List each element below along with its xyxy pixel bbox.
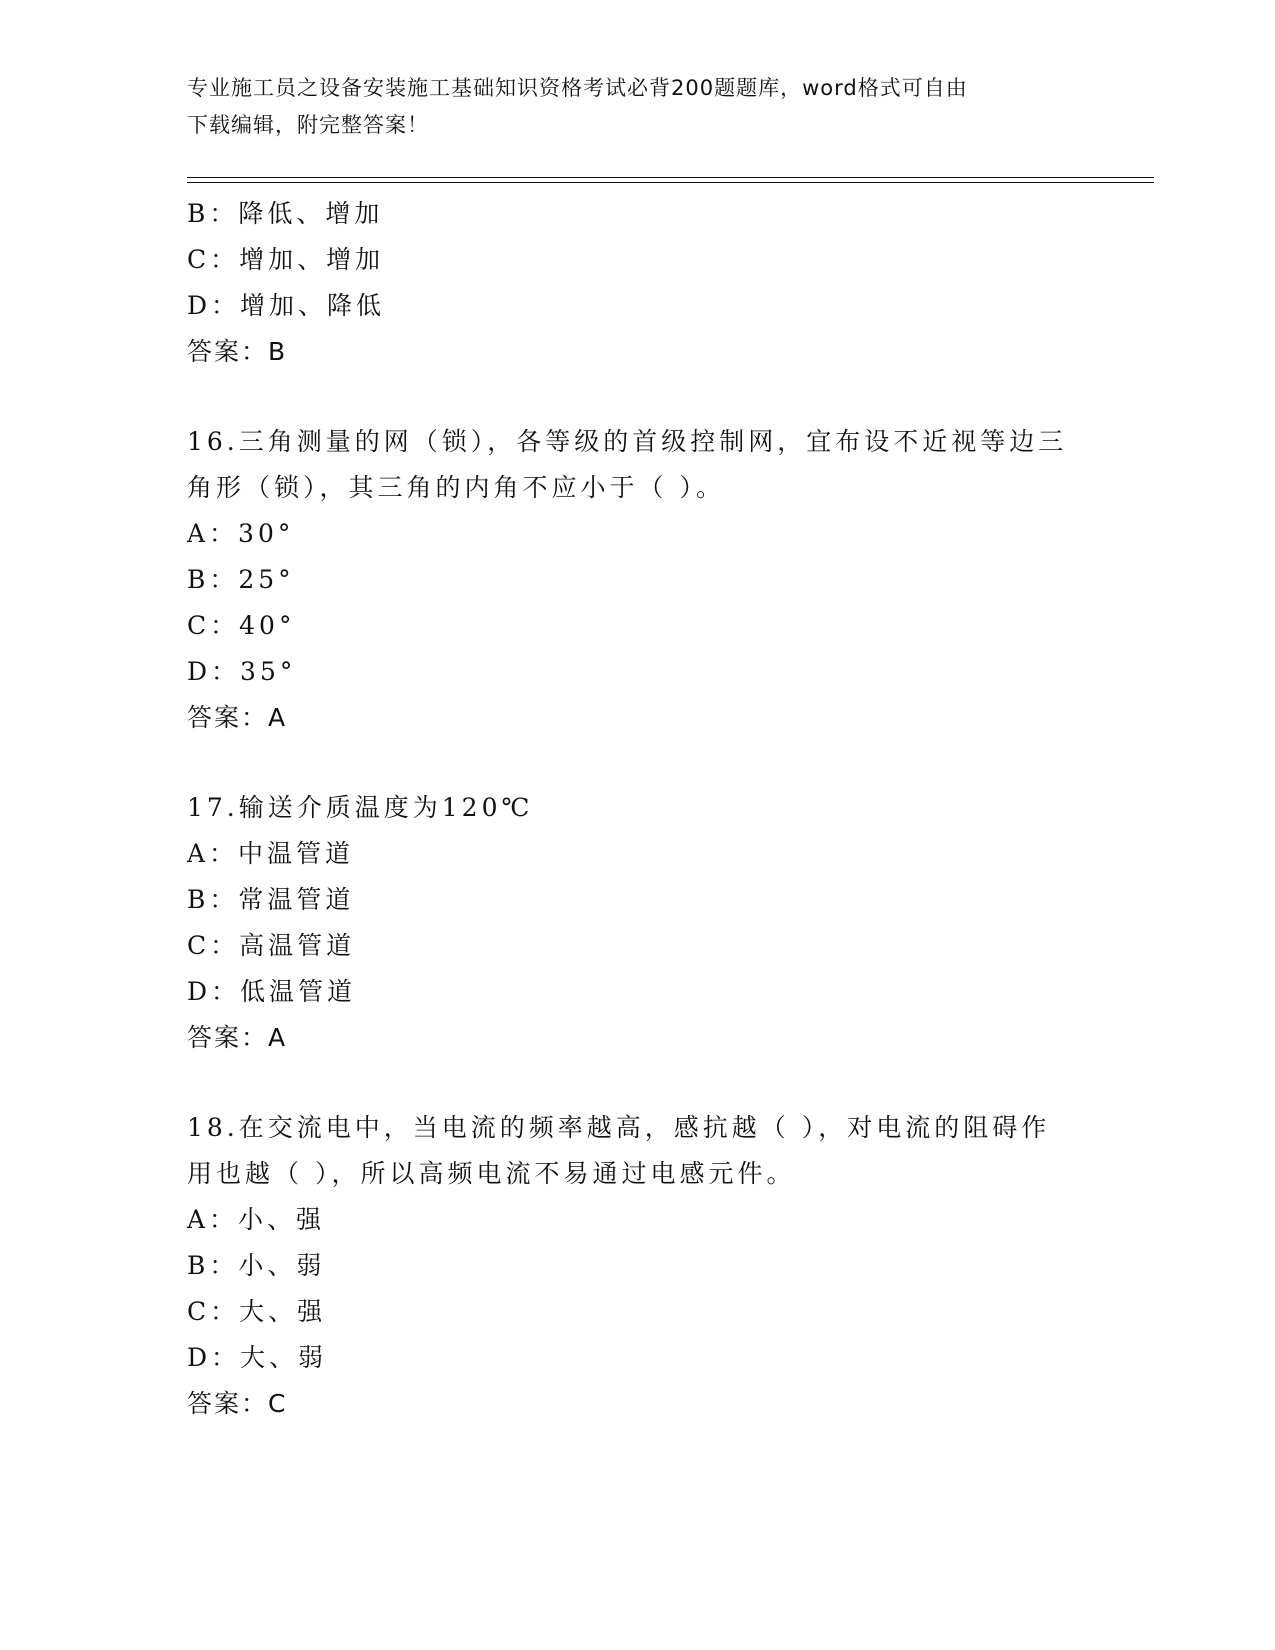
option-c: C：大、强 [187, 1297, 327, 1326]
option-a: A：30° [187, 519, 295, 548]
option-b: B：常温管道 [187, 885, 355, 914]
option-d: D：35° [187, 657, 297, 686]
question-16 [187, 419, 1087, 741]
question-17 [187, 785, 1087, 1061]
option-c: C：高温管道 [187, 931, 356, 960]
header-rule-top [187, 177, 1154, 178]
question-stem-line-1: 18.在交流电中，当电流的频率越高，感抗越（ ），对电流的阻碍作 [187, 1113, 1051, 1142]
option-c: C：增加、增加 [187, 245, 385, 274]
spacer [187, 1061, 1087, 1105]
option-d: D：增加、降低 [187, 291, 386, 320]
spacer [187, 375, 1087, 419]
question-18 [187, 1105, 1087, 1427]
answer: 答案：A [187, 703, 288, 732]
question-15 [187, 191, 1087, 375]
option-b: B：小、弱 [187, 1251, 326, 1280]
header-line-2: 下载编辑，附完整答案！ [187, 113, 429, 137]
question-stem-line-2: 角形（锁），其三角的内角不应小于（ ）。 [187, 473, 725, 502]
answer: 答案：B [187, 337, 288, 366]
header-rule-bottom [187, 182, 1154, 183]
question-stem-line-1: 17.输送介质温度为120℃ [187, 793, 534, 822]
option-d: D：低温管道 [187, 977, 357, 1006]
header-line-1: 专业施工员之设备安装施工基础知识资格考试必背200题题库，word格式可自由 [187, 76, 968, 100]
question-list [187, 191, 1087, 1427]
answer: 答案：C [187, 1389, 288, 1418]
option-b: B：25° [187, 565, 295, 594]
question-stem-line-2: 用也越（ ），所以高频电流不易通过电感元件。 [187, 1159, 796, 1188]
option-a: A：中温管道 [187, 839, 355, 868]
option-c: C：40° [187, 611, 296, 640]
option-d: D：大、弱 [187, 1343, 328, 1372]
option-b: B：降低、增加 [187, 199, 384, 228]
option-a: A：小、强 [187, 1205, 326, 1234]
document-header [187, 70, 1087, 144]
question-stem-line-1: 16.三角测量的网（锁），各等级的首级控制网，宜布设不近视等边三 [187, 427, 1068, 456]
answer: 答案：A [187, 1023, 288, 1052]
spacer [187, 741, 1087, 785]
